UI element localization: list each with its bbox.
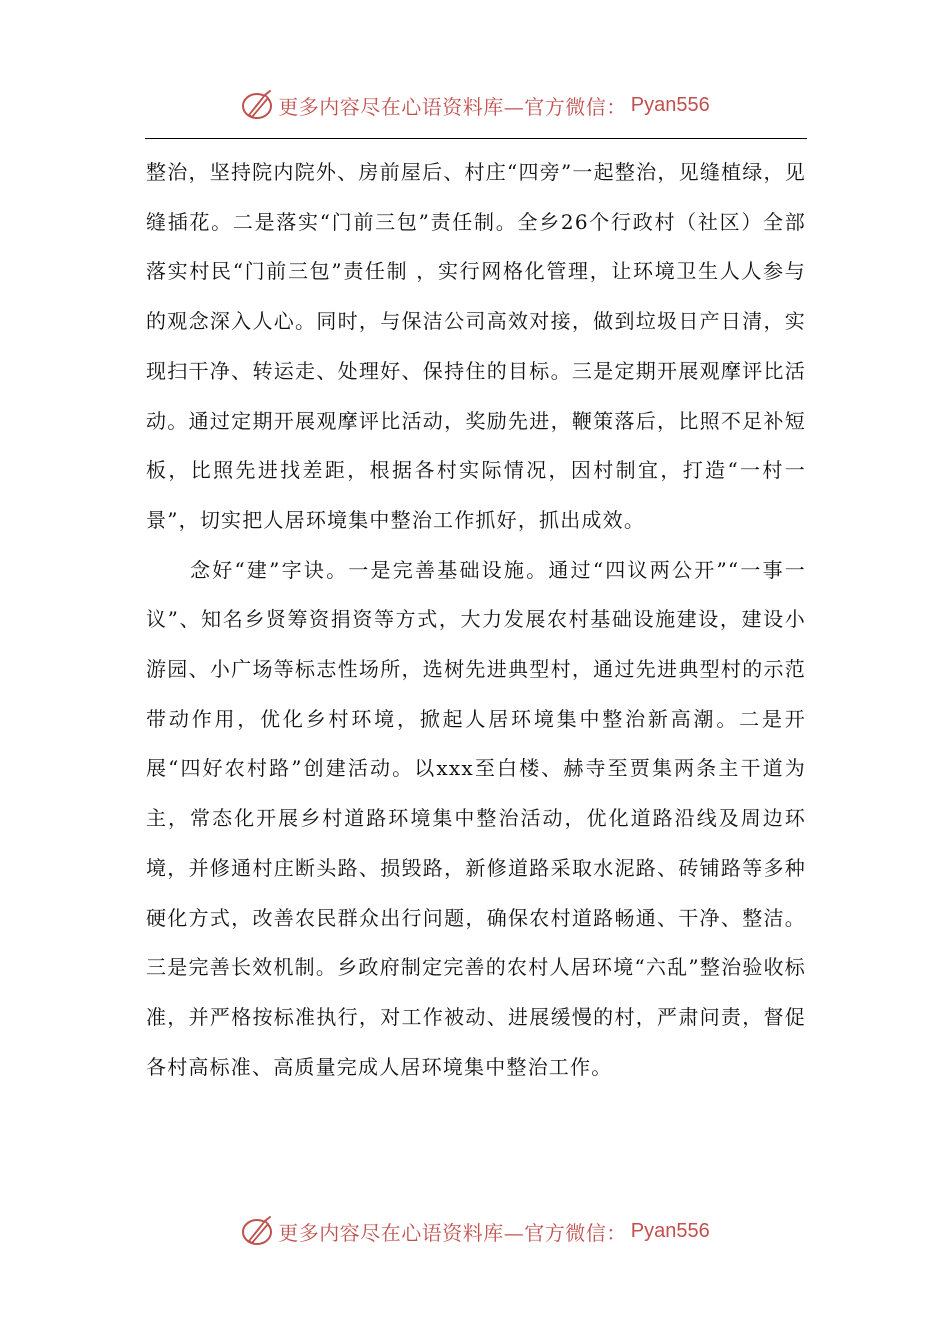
header-banner-text: 更多内容尽在心语资料库—官方微信： (278, 94, 627, 119)
quill-logo-icon (240, 1214, 274, 1248)
footer-wechat-id: Pyan556 (630, 1219, 710, 1242)
paragraph-continued: 整治，坚持院内院外、房前屋后、村庄“四旁”一起整治，见缝植绿，见缝插花。二是落实“门前三包”责任制。全乡26个行政村（社区）全部落实村民“门前三包”责任制 ，实行网格化管理，让环境卫生人人参与的观念深入人心。同时，与保洁公司高效对接，做到垃圾日产日清，实现扫干净、转运走、处理好、保持住的目标。三是定期开展观摩评比活动。通过定期开展观摩评比活动，奖励先进，鞭策落后，比照不足补短板，比照先进找差距，根据各村实际情况，因村制宜，打造“一村一景”，切实把人居环境集中整治工作抓好，抓出成效。 (146, 160, 806, 532)
paragraph-build: 念好“建”字诀。一是完善基础设施。通过“四议两公开”“一事一议”、知名乡贤筹资捐资等方式，大力发展农村基础设施建设，建设小游园、小广场等标志性场所，选树先进典型村，通过先进典型村的示范带动作用，优化乡村环境，掀起人居环境集中整治新高潮。二是开展“四好农村路”创建活动。以xxx至白楼、赫寺至贾集两条主干道为主，常态化开展乡村道路环境集中整治活动，优化道路沿线及周边环境，并修通村庄断头路、损毁路，新修道路采取水泥路、砖铺路等多种硬化方式，改善农民群众出行问题，确保农村道路畅通、干净、整洁。三是完善长效机制。乡政府制定完善的农村人居环境“六乱”整治验收标准，并严格按标准执行，对工作被动、进展缓慢的村，严肃问责，督促各村高标准、高质量完成人居环境集中整治工作。 (146, 557, 806, 1079)
header-wechat-id: Pyan556 (630, 93, 710, 116)
quill-logo-icon (240, 88, 274, 122)
footer-banner-text: 更多内容尽在心语资料库—官方微信： (278, 1220, 627, 1245)
footer-banner (0, 1211, 950, 1251)
document-body (146, 148, 806, 1092)
header-divider (145, 138, 807, 139)
header-banner (0, 85, 950, 125)
